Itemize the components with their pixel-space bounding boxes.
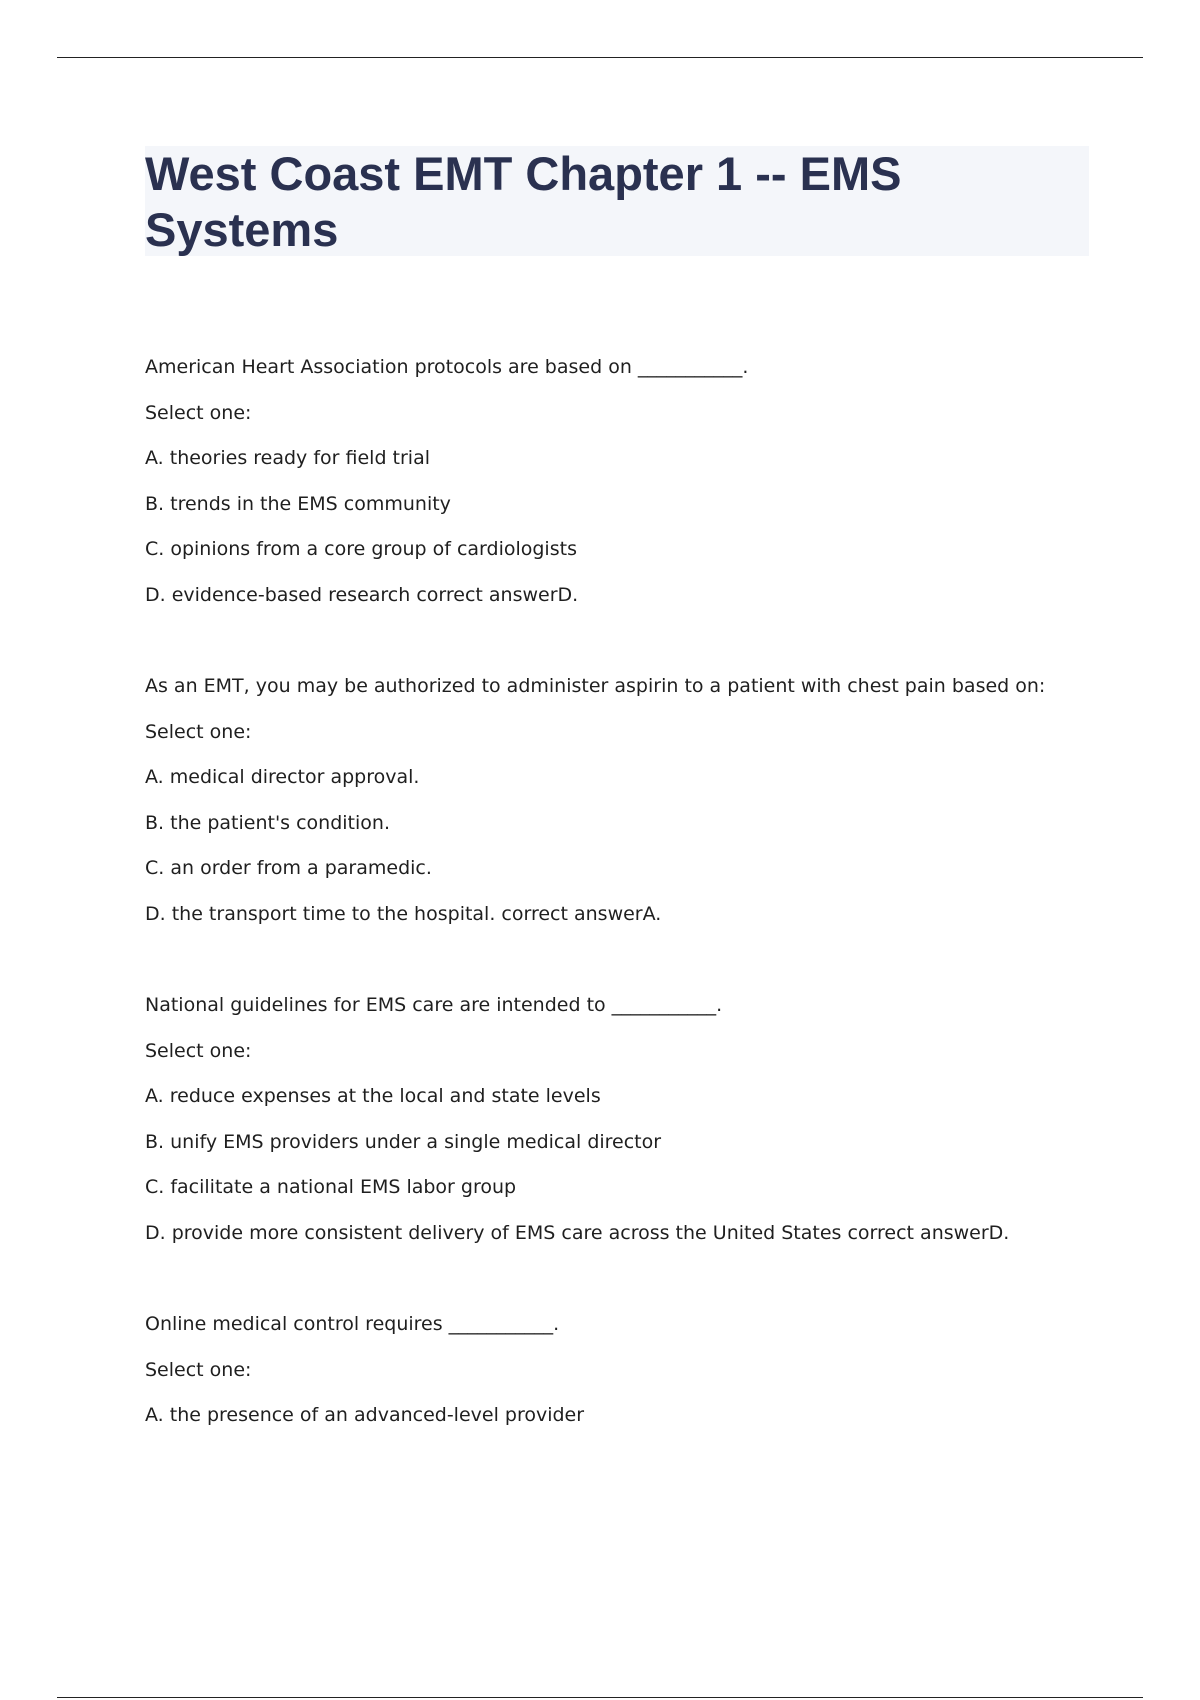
title-banner: [145, 146, 1089, 256]
answer-option: A. the presence of an advanced-level provider: [145, 1404, 585, 1426]
bottom-rule: [57, 1697, 1143, 1698]
answer-option: D. evidence-based research correct answerD.: [145, 583, 579, 606]
question-4: [145, 1302, 1105, 1439]
top-rule: [57, 57, 1143, 58]
page-title: West Coast EMT Chapter 1 -- EMS Systems: [145, 147, 902, 256]
question-instruction: Select one:: [145, 720, 252, 743]
answer-option: A. theories ready for field trial: [145, 447, 430, 469]
answer-option: B. unify EMS providers under a single medical director: [145, 1130, 662, 1153]
answer-option: C. opinions from a core group of cardiologists: [145, 538, 577, 560]
answer-option: A. reduce expenses at the local and state levels: [145, 1085, 601, 1107]
answer-option: B. the patient's condition.: [145, 811, 390, 834]
answer-option: D. the transport time to the hospital. correct answerA.: [145, 902, 662, 925]
answer-option: D. provide more consistent delivery of EMS care across the United States correct answerD.: [145, 1221, 1010, 1244]
question-2: [145, 664, 1105, 937]
answer-option: C. an order from a paramedic.: [145, 857, 432, 879]
question-prompt: American Heart Association protocols are based on ___________.: [145, 356, 749, 378]
question-instruction: Select one:: [145, 401, 252, 424]
question-1: [145, 345, 1105, 618]
question-instruction: Select one:: [145, 1358, 252, 1381]
question-list: [145, 345, 1105, 1485]
question-instruction: Select one:: [145, 1039, 252, 1062]
answer-option: B. trends in the EMS community: [145, 492, 451, 515]
answer-option: C. facilitate a national EMS labor group: [145, 1176, 517, 1198]
question-prompt: National guidelines for EMS care are intended to ___________.: [145, 994, 723, 1016]
question-prompt: As an EMT, you may be authorized to administer aspirin to a patient with chest pain based on:: [145, 675, 1046, 697]
question-prompt: Online medical control requires ___________.: [145, 1313, 560, 1335]
question-3: [145, 983, 1105, 1256]
answer-option: A. medical director approval.: [145, 766, 420, 788]
